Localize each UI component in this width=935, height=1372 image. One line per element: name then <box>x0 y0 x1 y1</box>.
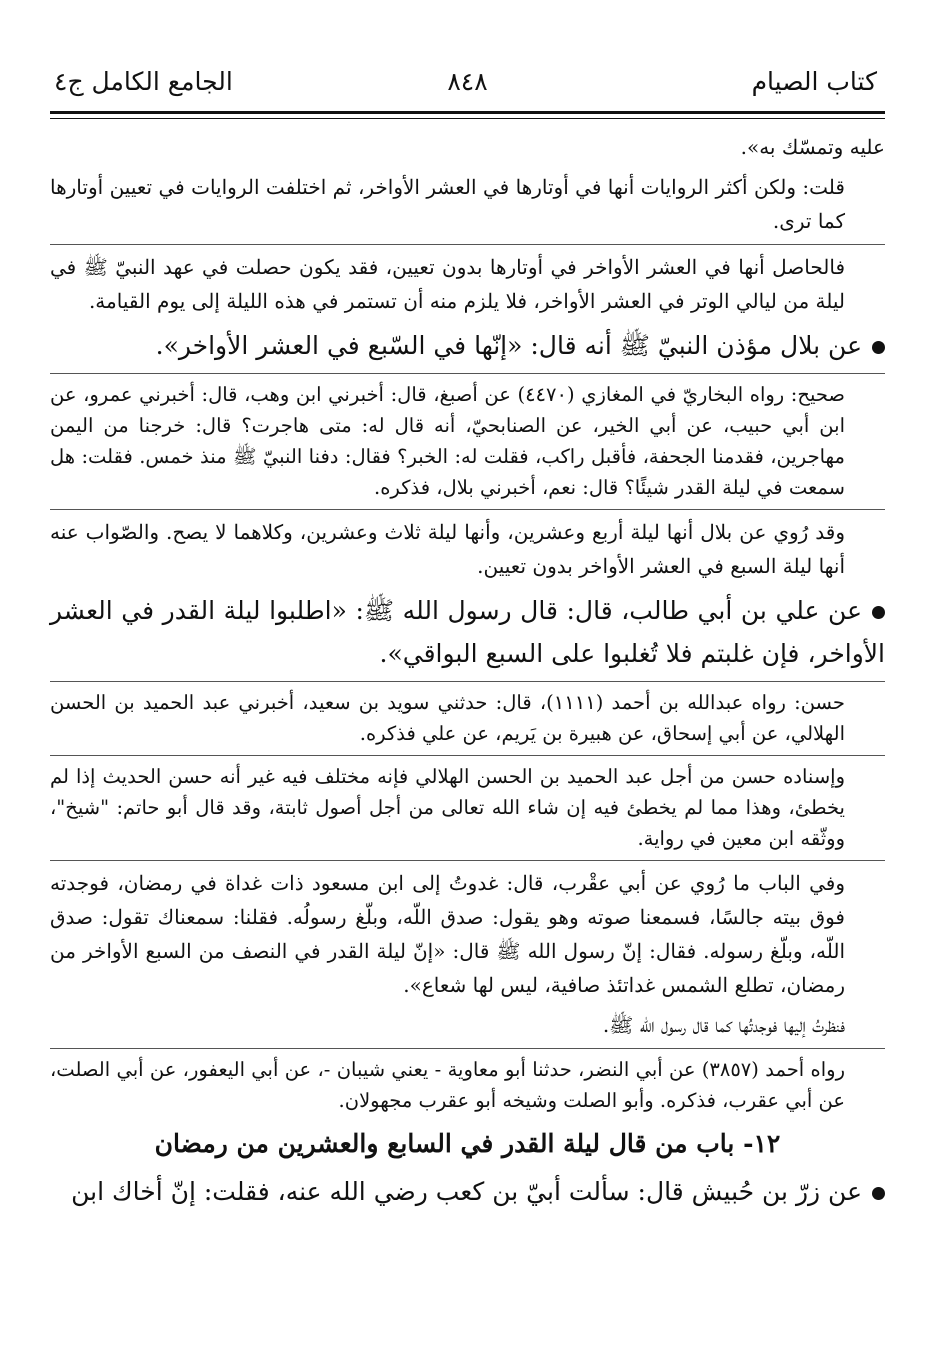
paragraph <box>50 170 885 238</box>
block-text: عن زرّ بن حُبيش قال: سألت أبيّ بن كعب رضي الله عنه، فقلت: إنّ أخاك ابن <box>71 1177 862 1206</box>
takhrij-note <box>50 761 885 854</box>
book-title: كتاب الصيام <box>751 67 877 96</box>
block-text: وفي الباب ما رُوي عن أبي عقْرب، قال: غدوتُ إلى ابن مسعود ذات غداة في رمضان، فوجدته فوق بيته جالسًا، فسمعنا صوته وهو يقول: صدق اللّه، وبلّغ رسولُه. فقلنا: سمعناك تقول: صدق اللّه، وبلّغ رسوله. فقال: إنّ رسول الله ﷺ قال: «إنّ ليلة القدر في النصف من السبع الأواخر من رمضان، تطلع الشمس غداتئذ صافية، ليس لها شعاع». <box>50 871 845 997</box>
document-page <box>50 0 885 1372</box>
paragraph <box>50 515 885 583</box>
running-header <box>50 62 885 102</box>
paragraph <box>50 130 885 164</box>
bullet-icon <box>872 1187 885 1200</box>
section-divider <box>50 681 885 682</box>
collection-title: الجامع الكامل ج٤ <box>54 67 233 96</box>
bullet-icon <box>872 606 885 619</box>
block-text: صحيح: رواه البخاريّ في المغازي (٤٤٧٠) عن أصبغ، قال: أخبرني ابن وهب، قال: أخبرني عمرو، عن ابن أبي حبيب، عن أبي الخير، عن الصنابحيّ، أنه قال له: متى هاجرت؟ قال: خرجنا من اليمن مهاجرين، فقدمنا الجحفة، فأقبل راكب، فقلت له: الخبر؟ فقال: دفنا النبيّ ﷺ منذ خمس. فقلت: هل سمعت في ليلة القدر شيئًا؟ قال: نعم، أخبرني بلال، فذكره. <box>50 383 845 499</box>
block-text: عن بلال مؤذن النبيّ ﷺ أنه قال: «إنّها في السّبع في العشر الأواخر». <box>155 331 862 360</box>
block-text: حسن: رواه عبدالله بن أحمد (١١١١)، قال: حدثني سويد بن سعيد، أخبرني عبد الحميد بن الحسن الهلالي، عن أبي إسحاق، عن هبيرة بن يَريم، عن علي فذكره. <box>50 691 845 745</box>
paragraph <box>50 1008 885 1042</box>
block-text: فالحاصل أنها في العشر الأواخر في أوتارها بدون تعيين، فقد يكون حصلت في عهد النبيّ ﷺ في ليلة من ليالي الوتر في العشر الأواخر، فلا يلزم منه أن تستمر في هذه الليلة إلى يوم القيامة. <box>50 255 845 313</box>
section-divider <box>50 860 885 861</box>
hadith-text <box>50 324 885 367</box>
block-text: ١٢- باب من قال ليلة القدر في السابع والعشرين من رمضان <box>154 1129 781 1158</box>
takhrij-note <box>50 1054 885 1116</box>
block-text: رواه أحمد (٣٨٥٧) عن أبي النضر، حدثنا أبو معاوية - يعني شيبان -، عن أبي اليعفور، عن أبي الصلت، عن أبي عقرب، فذكره. وأبو الصلت وشيخه أبو عقرب مجهولان. <box>50 1058 845 1112</box>
section-divider <box>50 509 885 510</box>
header-rule-thin <box>50 118 885 119</box>
header-rule-thick <box>50 111 885 114</box>
block-text: وإسناده حسن من أجل عبد الحميد بن الحسن الهلالي فإنه مختلف فيه غير أنه حسن الحديث إذا لم يخطئ، وهذا مما لم يخطئ فيه إن شاء الله تعالى من أجل أصول ثابتة، وقد قال أبو حاتم: "شيخ"، ووثّقه ابن معين في رواية. <box>50 765 845 850</box>
paragraph <box>50 250 885 318</box>
block-text: قلت: ولكن أكثر الروايات أنها في أوتارها في العشر الأواخر، ثم اختلفت الروايات في تعيين أوتارها كما ترى. <box>50 175 845 233</box>
section-divider <box>50 755 885 756</box>
page-number: ٨٤٨ <box>447 67 488 96</box>
block-text: عليه وتمسّك به». <box>740 135 885 159</box>
block-text: فنظرتُ إليها فوجدتُها كما قال رسول الله ﷺ. <box>602 1013 845 1037</box>
page-body <box>50 130 885 1219</box>
hadith-text <box>50 589 885 675</box>
section-divider <box>50 1048 885 1049</box>
hadith-text <box>50 1170 885 1213</box>
takhrij-note <box>50 687 885 749</box>
paragraph <box>50 866 885 1002</box>
takhrij-note <box>50 379 885 503</box>
chapter-heading <box>50 1122 885 1166</box>
bullet-icon <box>872 341 885 354</box>
section-divider <box>50 244 885 245</box>
block-text: وقد رُوي عن بلال أنها ليلة أربع وعشرين، وأنها ليلة ثلاث وعشرين، وكلاهما لا يصح. والصّواب عنه أنها ليلة السبع في العشر الأواخر بدون تعيين. <box>50 520 845 578</box>
section-divider <box>50 373 885 374</box>
block-text: عن علي بن أبي طالب، قال: قال رسول الله ﷺ: «اطلبوا ليلة القدر في العشر الأواخر، فإن غلبتم فلا تُغلبوا على السبع البواقي». <box>50 596 885 668</box>
